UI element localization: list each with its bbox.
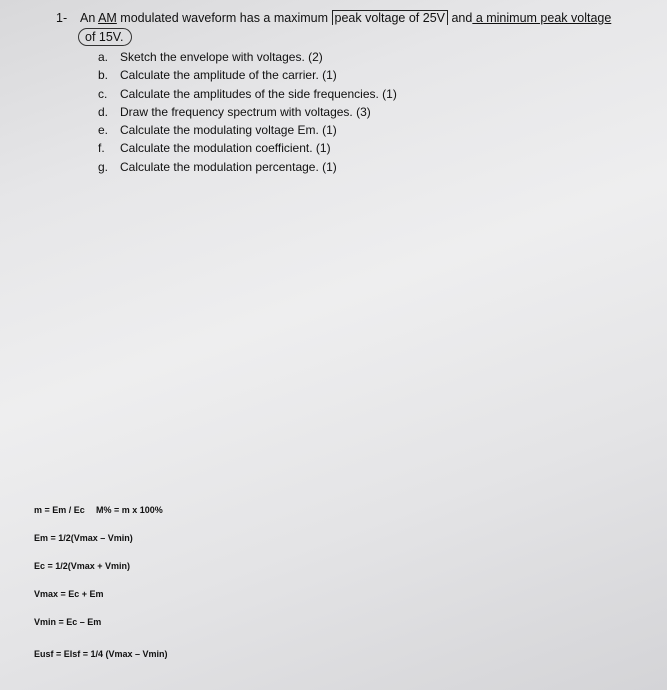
part-text: Sketch the envelope with voltages. (2) <box>120 50 323 64</box>
part-letter: c. <box>98 86 108 101</box>
list-item <box>98 85 397 103</box>
question-text-and: and <box>448 11 473 25</box>
question-text-line2: of 15V. <box>78 28 132 46</box>
question-text-boxed: peak voltage of 25V <box>332 10 449 25</box>
part-text: Calculate the modulation coefficient. (1) <box>120 141 331 156</box>
part-text: Calculate the modulation percentage. (1) <box>120 159 337 174</box>
list-item <box>98 139 397 157</box>
question-number: 1- <box>56 11 68 25</box>
part-letter: f. <box>98 141 105 156</box>
part-text: Calculate the amplitudes of the side frequencies. (1) <box>120 86 397 101</box>
formula-em: Em = 1/2(Vmax – Vmin) <box>34 533 133 543</box>
formula-vmax: Vmax = Ec + Em <box>34 589 104 599</box>
formula-vmin: Vmin = Ec – Em <box>34 617 102 627</box>
list-item <box>98 121 397 139</box>
formula-ec: Ec = 1/2(Vmax + Vmin) <box>34 561 131 571</box>
list-item <box>98 66 397 84</box>
question-text-end: a minimum peak voltage <box>472 11 612 25</box>
part-text: Calculate the modulating voltage Em. (1) <box>120 123 337 138</box>
list-item <box>98 158 397 176</box>
part-letter: a. <box>98 50 109 64</box>
question-text-line1 <box>80 10 611 26</box>
part-letter: e. <box>98 123 109 138</box>
list-item <box>98 103 397 121</box>
part-letter: d. <box>98 104 109 119</box>
part-text: Calculate the amplitude of the carrier. (1) <box>120 68 337 83</box>
list-item <box>98 48 397 66</box>
question-parts-list <box>98 48 397 176</box>
part-letter: b. <box>98 68 109 83</box>
question-text-am: AM <box>98 11 117 25</box>
part-letter: g. <box>98 159 109 174</box>
part-text: Draw the frequency spectrum with voltages. (3) <box>120 104 371 119</box>
question-text-start: An <box>80 11 99 25</box>
question-text-mid: modulated waveform has a maximum <box>116 11 332 25</box>
formula-modulation-coefficient: m = Em / Ec <box>34 505 85 515</box>
formula-side-frequencies: Eusf = Elsf = 1/4 (Vmax – Vmin) <box>34 649 168 659</box>
formula-modulation-percentage: M% = m x 100% <box>96 505 163 515</box>
